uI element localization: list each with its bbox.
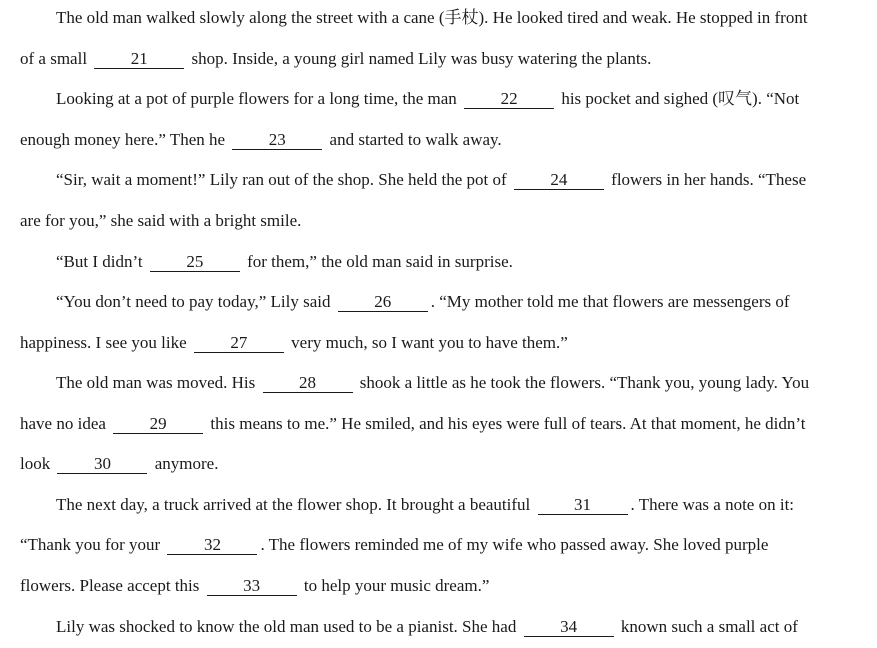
passage-line: [56, 8, 808, 28]
passage-text: The next day, a truck arrived at the flower shop. It brought a beautiful: [56, 495, 535, 514]
passage-text: are for you,” she said with a bright smile.: [20, 211, 302, 230]
passage-text: this means to me.” He smiled, and his eyes were full of tears. At that moment, he didn’t: [206, 414, 806, 433]
passage-line: [20, 49, 651, 69]
passage-line: [20, 454, 218, 474]
answer-blank-27[interactable]: 27: [194, 334, 284, 353]
passage-text: “Sir, wait a moment!” Lily ran out of the shop. She held the pot of: [56, 170, 511, 189]
answer-blank-34[interactable]: 34: [524, 618, 614, 637]
answer-blank-22[interactable]: 22: [464, 90, 554, 109]
passage-text: for them,” the old man said in surprise.: [242, 252, 513, 271]
answer-blank-26[interactable]: 26: [338, 293, 428, 312]
passage-line: [56, 292, 790, 312]
passage-text: of a small: [20, 49, 92, 68]
passage-text: known such a small act of: [616, 617, 798, 636]
passage-text: Lily was shocked to know the old man used to be a pianist. She had: [56, 617, 521, 636]
passage-text: Looking at a pot of purple flowers for a long time, the man: [56, 89, 462, 108]
passage-line: [56, 495, 794, 515]
passage-text: anymore.: [150, 454, 219, 473]
passage-text: flowers in her hands. “These: [606, 170, 807, 189]
passage-text: . “My mother told me that flowers are messengers of: [430, 292, 790, 311]
answer-blank-33[interactable]: 33: [207, 577, 297, 596]
passage-line: [56, 373, 809, 393]
passage-text: . The flowers reminded me of my wife who passed away. She loved purple: [260, 535, 769, 554]
passage-line: [20, 414, 805, 434]
answer-blank-24[interactable]: 24: [514, 171, 604, 190]
passage-text: happiness. I see you like: [20, 333, 191, 352]
passage-line: [20, 535, 768, 555]
passage-text: look: [20, 454, 55, 473]
passage-text: shop. Inside, a young girl named Lily was busy watering the plants.: [187, 49, 652, 68]
passage-text: flowers. Please accept this: [20, 576, 204, 595]
passage-line: [20, 576, 489, 596]
answer-blank-25[interactable]: 25: [150, 253, 240, 272]
passage-line: [56, 170, 806, 190]
answer-blank-28[interactable]: 28: [263, 374, 353, 393]
passage-text: The old man walked slowly along the street with a cane (手杖). He looked tired and weak. He stopped in front: [56, 8, 808, 27]
passage-text: shook a little as he took the flowers. “Thank you, young lady. You: [355, 373, 810, 392]
answer-blank-23[interactable]: 23: [232, 131, 322, 150]
passage-text: his pocket and sighed (叹气). “Not: [557, 89, 800, 108]
passage-text: to help your music dream.”: [299, 576, 490, 595]
passage-text: “But I didn’t: [56, 252, 147, 271]
answer-blank-32[interactable]: 32: [167, 536, 257, 555]
passage-line: [20, 333, 568, 353]
passage-line: [56, 617, 798, 637]
passage-text: have no idea: [20, 414, 111, 433]
passage-text: “Thank you for your: [20, 535, 165, 554]
answer-blank-30[interactable]: 30: [57, 455, 147, 474]
passage-line: [20, 211, 301, 231]
passage-line: [20, 130, 502, 150]
answer-blank-21[interactable]: 21: [94, 50, 184, 69]
passage-text: The old man was moved. His: [56, 373, 260, 392]
answer-blank-29[interactable]: 29: [113, 415, 203, 434]
passage-text: enough money here.” Then he: [20, 130, 230, 149]
passage-line: [56, 252, 513, 272]
passage-text: . There was a note on it:: [630, 495, 795, 514]
passage-text: and started to walk away.: [325, 130, 502, 149]
passage-line: [56, 89, 799, 109]
passage-text: very much, so I want you to have them.”: [286, 333, 568, 352]
answer-blank-31[interactable]: 31: [538, 496, 628, 515]
passage-text: “You don’t need to pay today,” Lily said: [56, 292, 335, 311]
